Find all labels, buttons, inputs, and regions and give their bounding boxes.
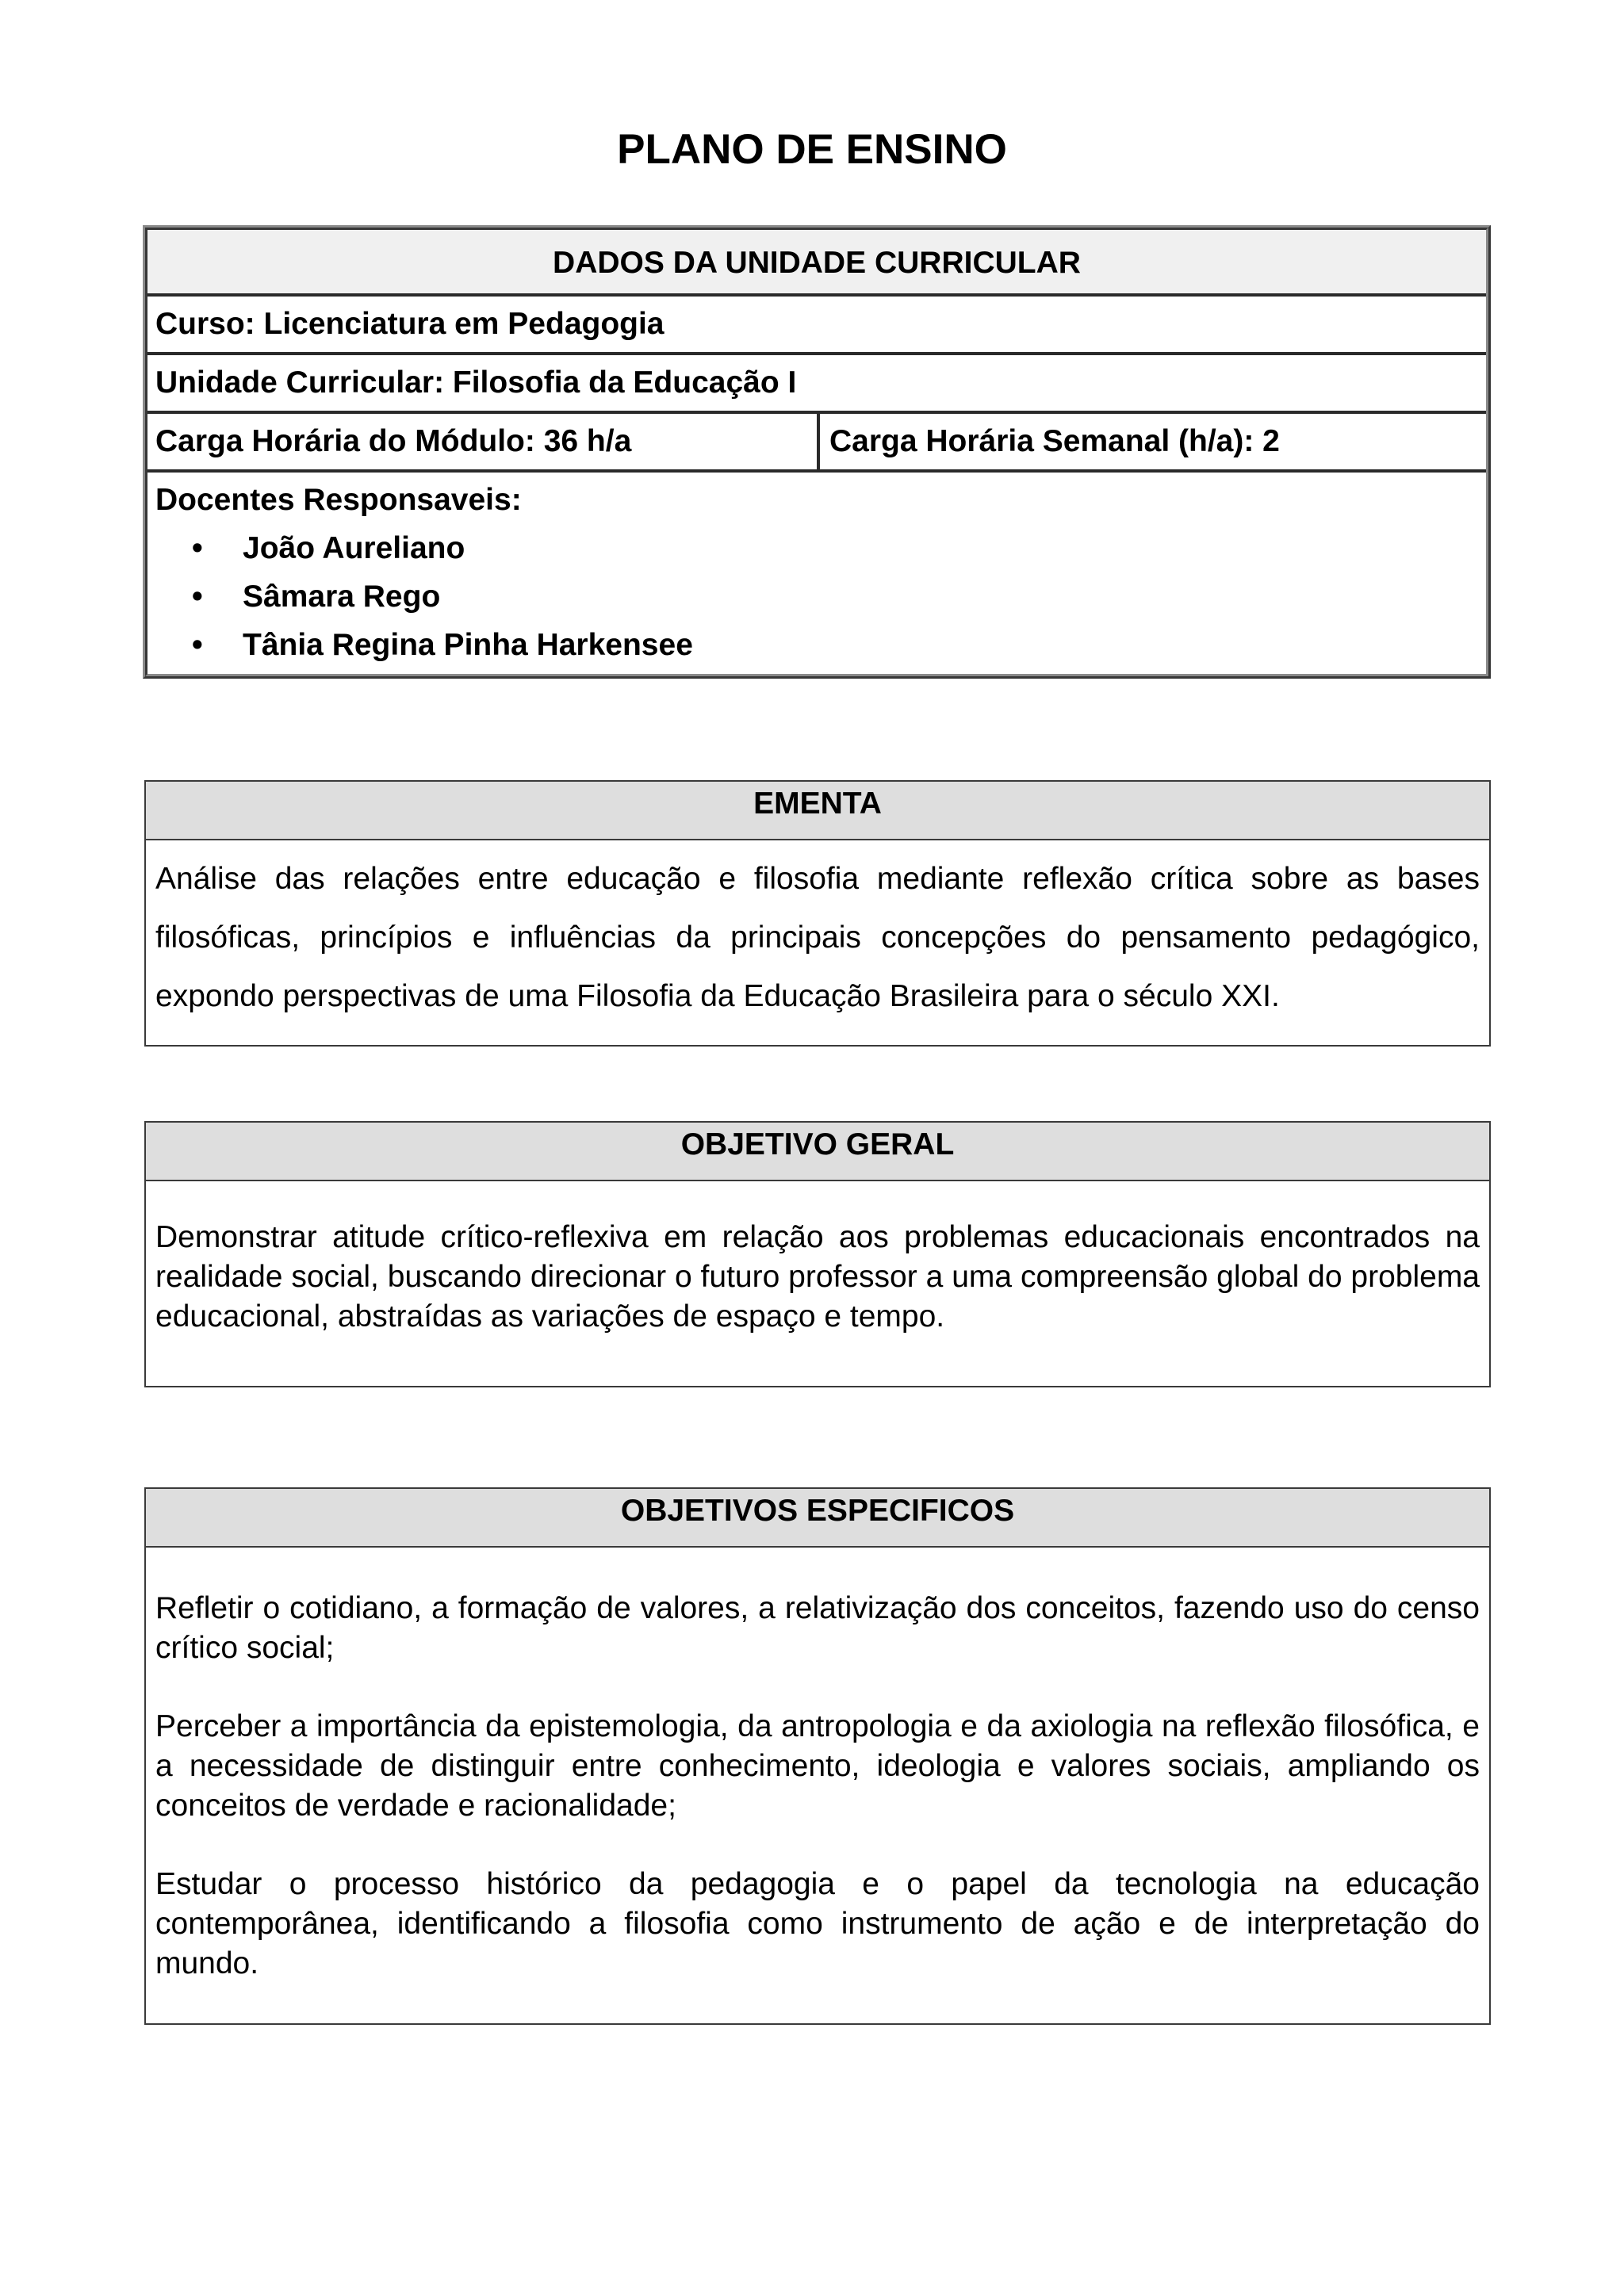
dados-header: DADOS DA UNIDADE CURRICULAR (147, 230, 1486, 297)
objetivos-especificos-body (146, 1548, 1489, 1984)
list-item: • Tânia Regina Pinha Harkensee (243, 621, 1486, 669)
objetivo-geral-header: OBJETIVO GERAL (146, 1123, 1489, 1181)
objetivo-geral-text: Demonstrar atitude crítico-reflexiva em relação aos problemas educacionais encontrados na realidade social, buscando direcionar o futuro professor a uma compreensão global do problema educacional, abstraídas as variações de espaço e tempo. (155, 1220, 1480, 1334)
curso-text: Curso: Licenciatura em Pedagogia (155, 307, 665, 341)
objetivos-especificos-box (144, 1487, 1491, 2025)
list-item: • Sâmara Rego (243, 572, 1486, 621)
objetivo-item: Estudar o processo histórico da pedagogia e o papel da tecnologia na educação contemporânea, identificando a filosofia como instrumento de ação e de interpretação do mundo. (155, 1867, 1480, 1980)
docentes-list (147, 524, 1486, 669)
carga-row (147, 414, 1486, 473)
curso-row (147, 297, 1486, 355)
docentes-row (147, 473, 1486, 674)
list-item: • João Aureliano (243, 524, 1486, 572)
objetivos-especificos-header: OBJETIVOS ESPECIFICOS (146, 1489, 1489, 1548)
ementa-box (144, 780, 1491, 1047)
unidade-text: Unidade Curricular: Filosofia da Educação I (155, 365, 797, 400)
ementa-text: Análise das relações entre educação e filosofia mediante reflexão crítica sobre as bases filosóficas, princípios e influências da principais concepções do pensamento pedagógico, expondo perspectivas de uma Filosofia da Educação Brasileira para o século XXI. (155, 862, 1480, 1013)
objetivo-geral-box (144, 1121, 1491, 1387)
docentes-label: Docentes Responsaveis: (155, 483, 522, 517)
unidade-row (147, 355, 1486, 414)
page-title: PLANO DE ENSINO (617, 126, 1007, 173)
carga-modulo: Carga Horária do Módulo: 36 h/a (147, 414, 820, 469)
ementa-header: EMENTA (146, 782, 1489, 840)
carga-semanal: Carga Horária Semanal (h/a): 2 (829, 424, 1280, 458)
objetivo-item: Refletir o cotidiano, a formação de valores, a relativização dos conceitos, fazendo uso do censo crítico social; (155, 1591, 1480, 1665)
dados-table (143, 225, 1491, 679)
objetivo-item: Perceber a importância da epistemologia, da antropologia e da axiologia na reflexão filosófica, e a necessidade de distinguir entre conhecimento, ideologia e valores sociais, ampliando os conceitos de verdade e racionalidade; (155, 1709, 1480, 1823)
